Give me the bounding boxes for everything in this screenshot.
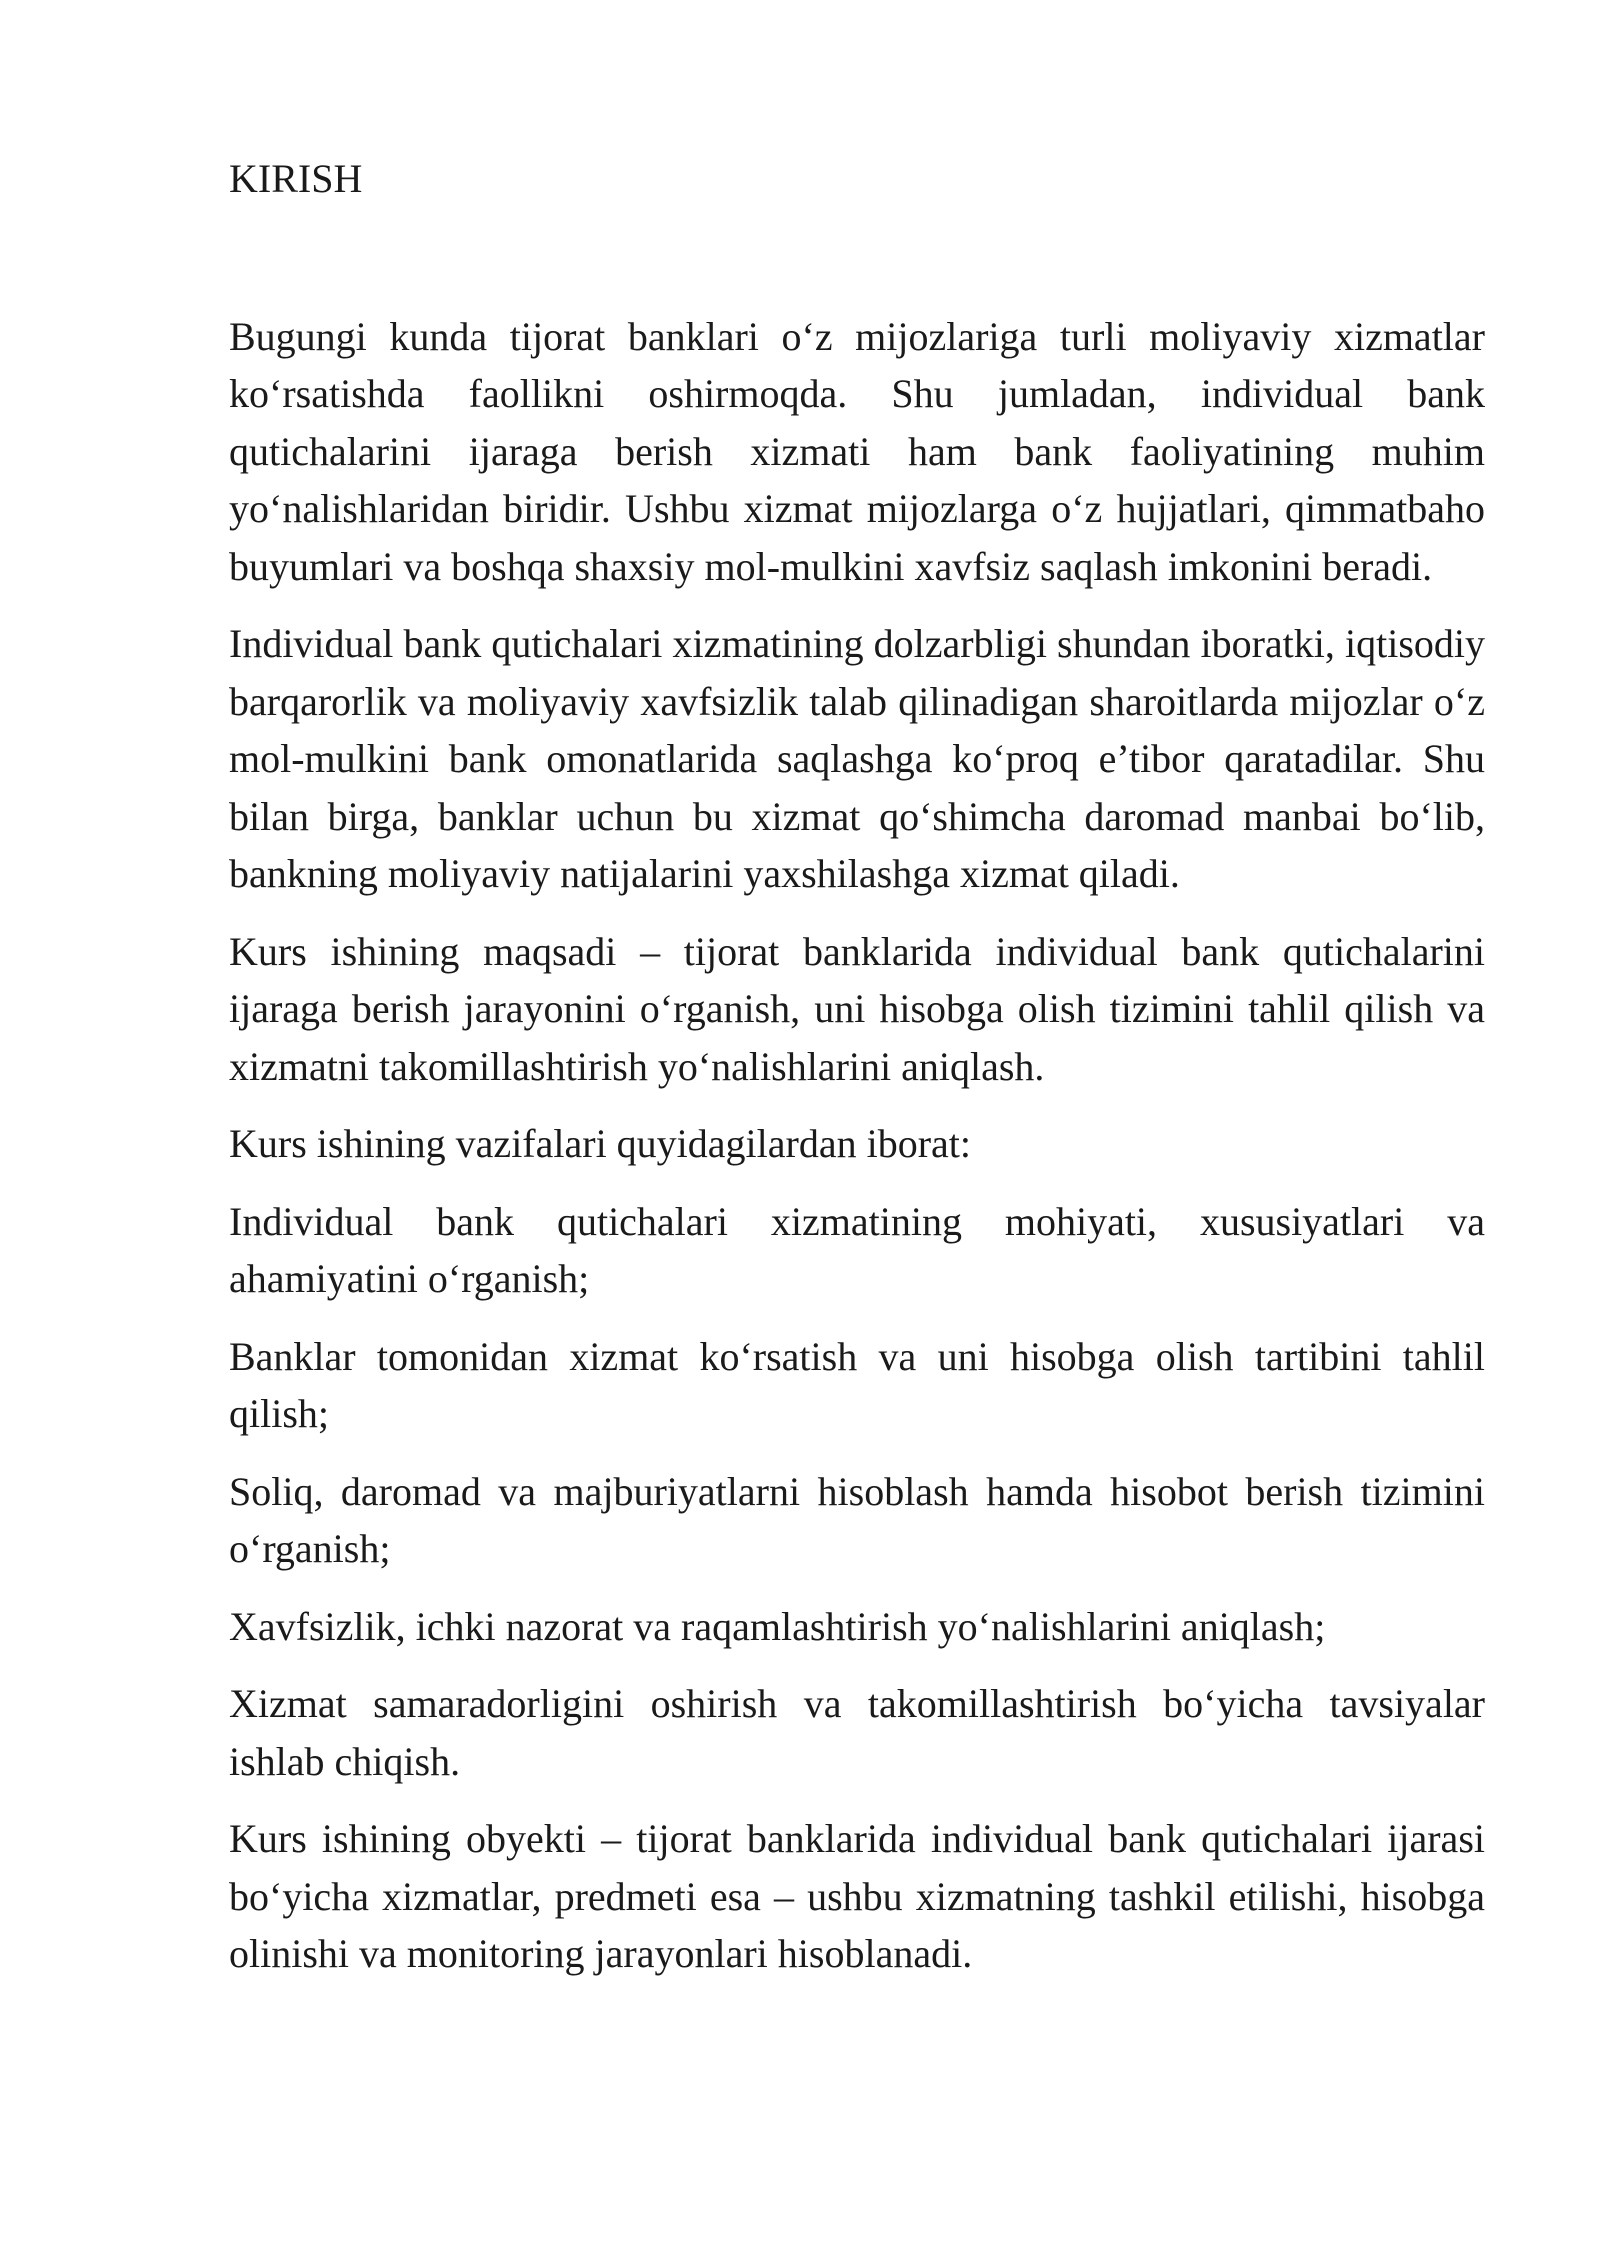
paragraph-task-2: Banklar tomonidan xizmat ko‘rsatish va uni hisobga olish tartibini tahlil qilish;	[229, 1333, 1485, 1436]
paragraph-task-1: Individual bank qutichalari xizmatining mohiyati, xususiyatlari va ahamiyatini o‘rganish;	[229, 1198, 1485, 1301]
paragraph-task-5: Xizmat samaradorligini oshirish va takomillashtirish bo‘yicha tavsiyalar ishlab chiqish.	[229, 1681, 1485, 1784]
section-heading: KIRISH	[229, 156, 363, 201]
paragraph-intro: Bugungi kunda tijorat banklari o‘z mijozlariga turli moliyaviy xizmatlar ko‘rsatishda faollikni oshirmoqda. Shu jumladan, individual bank qutichalarini ijaraga berish xizmati ham bank faoliyatining muhim yo‘nalishlaridan biridir. Ushbu xizmat mijozlarga o‘z hujjatlari, qimmatbaho buyumlari va boshqa shaxsiy mol-mulkini xavfsiz saqlash imkonini beradi.	[229, 313, 1485, 589]
paragraph-relevance: Individual bank qutichalari xizmatining dolzarbligi shundan iboratki, iqtisodiy barqarorlik va moliyaviy xavfsizlik talab qilinadigan sharoitlarda mijozlar o‘z mol-mulkini bank omonatlarida saqlashga ko‘proq e’tibor qaratadilar. Shu bilan birga, banklar uchun bu xizmat qo‘shimcha daromad manbai bo‘lib, bankning moliyaviy natijalarini yaxshilashga xizmat qiladi.	[229, 621, 1485, 896]
document-body	[229, 150, 1485, 2003]
paragraph-object: Kurs ishining obyekti – tijorat banklarida individual bank qutichalari ijarasi bo‘yicha xizmatlar, predmeti esa – ushbu xizmatning tashkil etilishi, hisobga olinishi va monitoring jarayonlari hisoblanadi.	[229, 1816, 1485, 1976]
paragraph-task-4: Xavfsizlik, ichki nazorat va raqamlashtirish yo‘nalishlarini aniqlash;	[229, 1603, 1326, 1649]
paragraph-task-3: Soliq, daromad va majburiyatlarni hisoblash hamda hisobot berish tizimini o‘rganish;	[229, 1468, 1485, 1571]
paragraph-goal: Kurs ishining maqsadi – tijorat banklarida individual bank qutichalarini ijaraga berish jarayonini o‘rganish, uni hisobga olish tizimini tahlil qilish va xizmatni takomillashtirish yo‘nalishlarini aniqlash.	[229, 928, 1485, 1089]
paragraph-tasks-intro: Kurs ishining vazifalari quyidagilardan iborat:	[229, 1121, 972, 1166]
